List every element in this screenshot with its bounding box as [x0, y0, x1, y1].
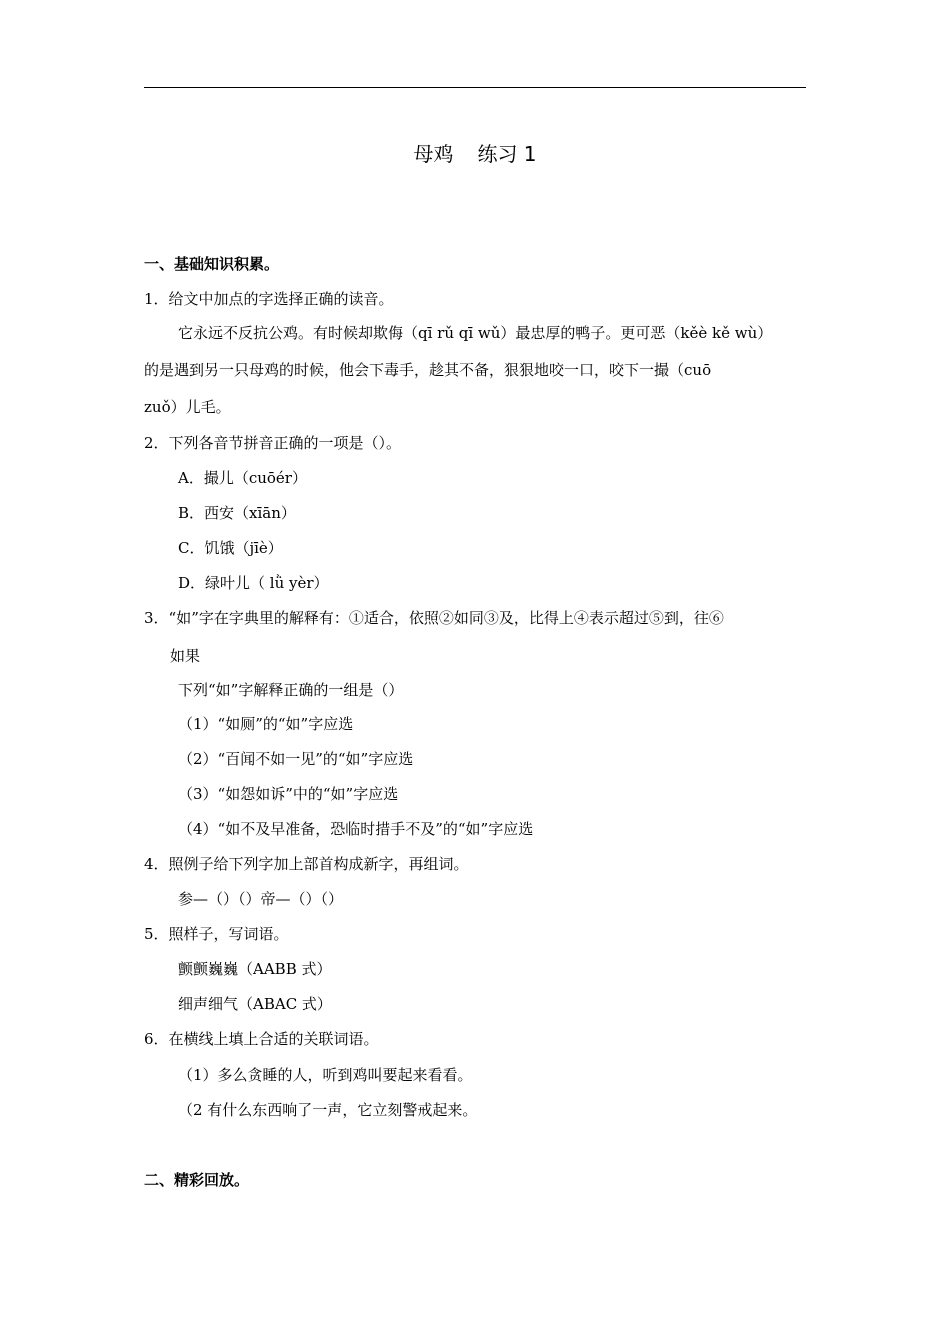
q3-stem: 3．“如”字在字典里的解释有：①适合，依照②如同③及，比得上④表示超过⑤到，往⑥	[144, 609, 724, 627]
header-rule	[144, 87, 806, 88]
q4-example: 参—（）（）帝—（）（）	[178, 890, 344, 908]
q2-stem: 2．下列各音节拼音正确的一项是（）。	[144, 434, 402, 452]
q1-passage-line: 的是遇到另一只母鸡的时候，他会下毒手，趁其不备，狠狠地咬一口，咬下一撮（cuō	[144, 361, 712, 379]
q3-sub-stem: 下列“如”字解释正确的一组是（）	[178, 681, 404, 699]
page-title	[0, 138, 950, 167]
q1-stem: 1．给文中加点的字选择正确的读音。	[144, 290, 394, 308]
q3-item: （3）“如怨如诉”中的“如”字应选	[178, 785, 399, 803]
section1-heading: 一、基础知识积累。	[144, 255, 280, 273]
q3-item: （1）“如厕”的“如”字应选	[178, 715, 354, 733]
q5-item: 颤颤巍巍（AABB 式）	[178, 960, 332, 978]
q3-item: （2）“百闻不如一见”的“如”字应选	[178, 750, 414, 768]
q6-stem: 6．在横线上填上合适的关联词语。	[144, 1030, 379, 1048]
title-part2: 练习 1	[477, 142, 537, 166]
q6-item: （2 有什么东西响了一声，它立刻警戒起来。	[178, 1101, 478, 1119]
q2-option-d: D．绿叶儿（ lǜ yèr）	[178, 574, 329, 592]
q1-passage-line: zuǒ）儿毛。	[144, 398, 231, 416]
section2-heading: 二、精彩回放。	[144, 1171, 250, 1189]
q3-item: （4）“如不及早准备，恐临时措手不及”的“如”字应选	[178, 820, 534, 838]
q5-item: 细声细气（ABAC 式）	[178, 995, 332, 1013]
q2-option-c: C．饥饿（jīè）	[178, 539, 283, 557]
q4-stem: 4．照例子给下列字加上部首构成新字，再组词。	[144, 855, 469, 873]
title-part1: 母鸡	[413, 142, 454, 166]
q2-option-a: A．撮儿（cuōér）	[178, 469, 307, 487]
q2-option-b: B．西安（xīān）	[178, 504, 296, 522]
q3-stem-continued: 如果	[170, 647, 201, 665]
q5-stem: 5．照样子，写词语。	[144, 925, 289, 943]
q6-item: （1）多么贪睡的人，听到鸡叫要起来看看。	[178, 1066, 473, 1084]
q1-passage-line: 它永远不反抗公鸡。有时候却欺侮（qī rǔ qī wǔ）最忠厚的鸭子。更可恶（kěè kě wù）	[178, 324, 773, 342]
